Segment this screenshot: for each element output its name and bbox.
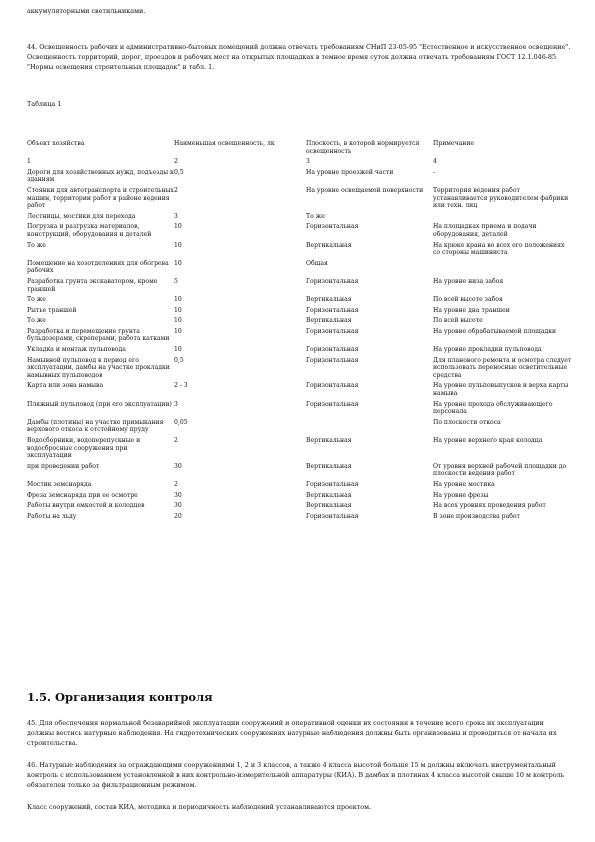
- table-cell: Горизонтальная: [306, 223, 359, 231]
- table-row: [27, 502, 572, 513]
- table-cell: Дороги для хозяйственных нужд, подъезды к зданиям: [27, 168, 174, 184]
- table-cell: На площадках приема и подачи оборудования, деталей: [433, 223, 537, 238]
- table-cell: По всей высоте забоя: [433, 296, 503, 304]
- header-cell: Плоскость, в которой нормируется освещенность: [306, 140, 420, 155]
- table-row: [27, 357, 572, 383]
- lighting-norms-table: [27, 140, 572, 523]
- header-cell: Наименьшая освещенность, лк: [174, 140, 275, 147]
- table-row: [27, 382, 572, 400]
- table-cell: 5: [174, 277, 178, 285]
- table-row: [27, 328, 572, 346]
- table-cell: Вертикальная: [306, 437, 352, 444]
- table-cell: 1: [27, 158, 31, 166]
- table-cell: 0,5: [174, 356, 184, 364]
- table-cell: В зоне производства работ: [433, 512, 520, 520]
- table-cell: Карта или зона намыва: [27, 382, 104, 390]
- table-cell: На уровне освещаемой поверхности: [306, 186, 424, 194]
- table-cell: На уровне фрезы: [433, 491, 489, 499]
- table-cell: Горизонтальная: [306, 382, 359, 390]
- table-row: [27, 223, 572, 241]
- table-cell: Горизонтальная: [306, 400, 359, 408]
- table-row: [27, 513, 572, 524]
- table-cell: На уровне низа забоя: [433, 277, 504, 285]
- table-cell: Горизонтальная: [306, 512, 359, 520]
- table-row: [27, 260, 572, 278]
- table-cell: 3: [174, 212, 178, 220]
- table-cell: Водосборники, водоперепускные и водосбросные сооружения при эксплуатации: [27, 437, 141, 460]
- table-cell: 10: [174, 223, 182, 231]
- table-cell: По плоскости откоса: [433, 418, 501, 426]
- table-cell: Рытье траншей: [27, 306, 77, 314]
- table-cell: Горизонтальная: [306, 327, 359, 335]
- header-cell: Объект хозяйства: [27, 140, 85, 147]
- table-cell: 2: [174, 480, 178, 488]
- table-cell: На уровне проезжей части: [306, 168, 394, 176]
- table-cell: Мостик земснаряда: [27, 480, 92, 488]
- paragraph-47: Класс сооружений, состав КИА, методика и периодичность наблюдений устанавливаются проектом.: [27, 803, 372, 811]
- table-cell: 0,5: [174, 168, 184, 176]
- table-cell: 10: [174, 241, 182, 249]
- table-cell: 3: [174, 400, 178, 408]
- table-row: [27, 437, 572, 463]
- table-cell: 10: [174, 296, 182, 304]
- table-cell: Помещение на хозотделениях для обогрева рабочих: [27, 259, 169, 275]
- table-cell: [433, 260, 572, 278]
- section-title: 1.5. Организация контроля: [27, 690, 213, 704]
- table-row: [27, 213, 572, 224]
- table-cell: Вертикальная: [306, 241, 352, 249]
- table-cell: 0,05: [174, 418, 188, 426]
- table-caption: Таблица 1: [27, 100, 62, 108]
- table-cell: Работы внутри емкостей и колодцев: [27, 502, 145, 510]
- table-row: [27, 317, 572, 328]
- table-cell: На уровне обрабатываемой площадки: [433, 327, 557, 335]
- table-row: [27, 481, 572, 492]
- paragraph-46: 46. Натурные наблюдения за ограждающими сооружениями 1, 2 и 3 классов, а также 4 класса высотой больше 15 м должны включать инструментальный контроль с использованием установленной в них контрольно-измерительной аппаратуры (КИА). В дамбах и плотинах 4 класса высотой свыше 10 м контроль обязателен только за фильтрационным режимом.: [27, 761, 565, 790]
- intro-line: аккумуляторными светильниками.: [27, 7, 146, 15]
- table-cell: 3: [306, 158, 310, 166]
- table-cell: Вертикальная: [306, 502, 352, 510]
- table-cell: Вертикальная: [306, 317, 352, 325]
- table-cell: Территория ведения работ устанавливается руководителем фабрики или техн. лиц: [433, 186, 569, 210]
- table-cell: Дамбы (плотины) на участке примыкания верхового откоса к отстойному пруду: [27, 418, 164, 434]
- table-cell: 10: [174, 306, 182, 314]
- table-row: [27, 419, 572, 437]
- table-cell: На всех уровнях проведения работ: [433, 502, 546, 510]
- table-cell: [306, 419, 433, 437]
- table-cell: Для планового ремонта и осмотра следует использовать переносные осветительные средства: [433, 356, 572, 379]
- table-row: [27, 169, 572, 187]
- table-cell: То же: [27, 241, 46, 249]
- table-row: [27, 242, 572, 260]
- table-cell: Вертикальная: [306, 462, 352, 470]
- table-cell: Лестницы, мостики для перехода: [27, 212, 136, 220]
- table-cell: Горизонтальная: [306, 306, 359, 314]
- table-cell: Работы на льду: [27, 512, 77, 520]
- paragraph-44: 44. Освещенность рабочих и административно-бытовых помещений должна отвечать требованиям СНиП 23-05-95 "Естественное и искусственное освещение". Освещенность территорий, дорог, проездов и рабочих мест на открытых площадках в темное время суток должна отвечать требованиям ГОСТ 12.1.046-85 "Нормы освещения строительных площадок" и табл. 1.: [27, 43, 571, 72]
- table-cell: Вертикальная: [306, 296, 352, 304]
- table-cell: Общая: [306, 259, 328, 267]
- table-row: [27, 346, 572, 357]
- table-row: [27, 492, 572, 503]
- table-cell: Горизонтальная: [306, 356, 359, 364]
- table-cell: На уровне прокладки пульповода: [433, 346, 542, 354]
- table-cell: Пляжный пульповод (при его эксплуатации): [27, 400, 172, 408]
- table-cell: Погрузка и разгрузка материалов, конструкций, оборудования и деталей: [27, 223, 152, 238]
- table-header-row: [27, 140, 572, 158]
- table-cell: 2: [174, 437, 178, 444]
- table-cell: По всей высоте: [433, 317, 483, 325]
- table-cell: 2: [174, 158, 178, 166]
- table-cell: 10: [174, 259, 182, 267]
- paragraph-45: 45. Для обеспечения нормальной безаварийной эксплуатации сооружений и оперативной оценки их состояния в течение всего срока их эксплуатации должны вестись натурные наблюдения. На гидротехнических сооружениях натурные наблюдения должны быть организованы и проводиться от начала их строительства.: [27, 719, 557, 748]
- table-row: [27, 278, 572, 296]
- table-cell: 10: [174, 327, 182, 335]
- table-cell: Разработка и перемещение грунта бульдозерами, скреперами, работа катками: [27, 327, 170, 343]
- table-cell: То же: [27, 296, 46, 304]
- table-cell: Горизонтальная: [306, 480, 359, 488]
- table-cell: На уровне прохода обслуживающего персонала: [433, 400, 553, 416]
- table-cell: На уровне верхнего края колодца: [433, 437, 543, 444]
- table-cell: [433, 213, 572, 224]
- table-cell: Укладка и монтаж пульповода: [27, 346, 126, 354]
- table-cell: Разработка грунта экскаватором, кроме траншей: [27, 277, 158, 293]
- table-cell: 20: [174, 512, 182, 520]
- table-row: [27, 401, 572, 419]
- table-row: [27, 296, 572, 307]
- table-cell: 4: [433, 158, 437, 166]
- table-cell: На крюке крана во всех его положениях со стороны машиниста: [433, 241, 565, 257]
- table-row: [27, 158, 572, 169]
- table-cell: 30: [174, 491, 182, 499]
- table-cell: при проведении работ: [27, 462, 100, 470]
- table-cell: Горизонтальная: [306, 277, 359, 285]
- table-cell: Намывной пульповод в период его эксплуатации, дамбы на участке прокладки намывных пульповодов: [27, 356, 170, 379]
- table-cell: 10: [174, 317, 182, 325]
- table-cell: На уровне мостика: [433, 480, 495, 488]
- table-cell: От уровня верхней рабочей площадки до плоскости ведения работ: [433, 462, 567, 478]
- table-cell: 2: [174, 186, 178, 194]
- table-cell: Вертикальная: [306, 491, 352, 499]
- table-row: [27, 187, 572, 213]
- table-cell: -: [433, 168, 436, 176]
- table-cell: Горизонтальная: [306, 346, 359, 354]
- table-cell: 2 - 3: [174, 382, 188, 390]
- table-cell: 10: [174, 346, 182, 354]
- table-cell: То же: [27, 317, 46, 325]
- table-cell: На уровне пульповыпусков и верха карты намыва: [433, 382, 569, 398]
- table-cell: Стоянки для автотранспорта и строительных машин, территории работ в районе ведения работ: [27, 186, 174, 210]
- table-cell: То же: [306, 212, 325, 220]
- table-row: [27, 307, 572, 318]
- table-cell: На уровне дна траншеи: [433, 306, 510, 314]
- table-cell: 30: [174, 462, 182, 470]
- header-cell: Примечание: [433, 140, 475, 147]
- table-cell: Фреза земснаряда при ее осмотре: [27, 491, 138, 499]
- table-row: [27, 463, 572, 481]
- table-cell: 30: [174, 502, 182, 510]
